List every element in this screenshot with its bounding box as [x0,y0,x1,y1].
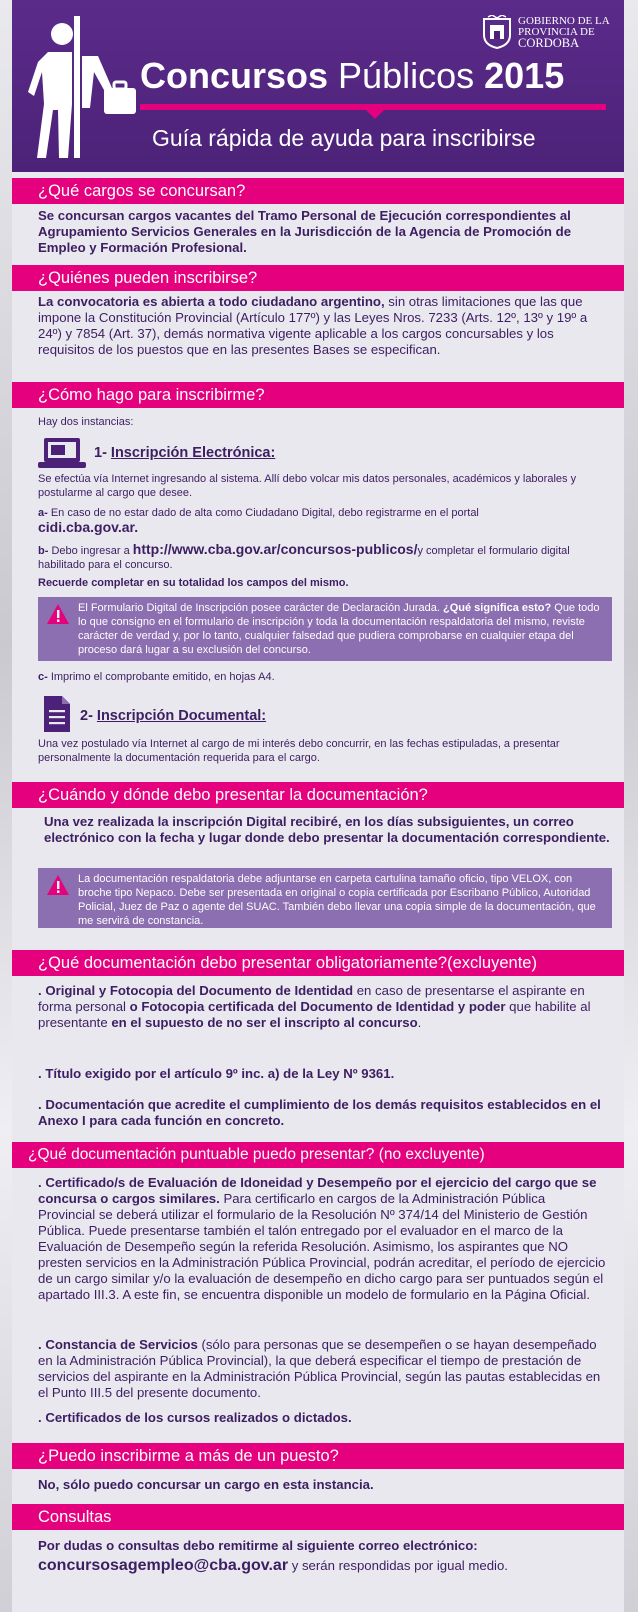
section-heading-puntuable: ¿Qué documentación puntuable puedo presentar? (no excluyente) [12,1142,624,1168]
warning-icon [46,603,70,625]
electronica-text: Se efectúa vía Internet ingresando al sistema. Allí debo volcar mis datos personales, académicos y laborales y postularme al cargo que desee. [38,473,577,499]
title-regular: Públicos [328,55,485,96]
consultas-email-line [38,1558,606,1574]
warning-rest: Que todo lo que consigno en el formulario de inscripción y toda la documentación respaldatoria del mismo, reviste carácter de verdad y, por lo tanto, cualquier falsedad que pudiera comprobarse en cualquier etapa del proceso dará lugar a su exclusión del concurso. [78,602,600,656]
background-right [624,0,638,1612]
step-a [38,506,606,536]
step-a-label: a- [38,507,48,519]
puntuable-item-1 [38,1175,606,1303]
section-heading-como: ¿Cómo hago para inscribirme? [12,382,624,408]
traveler-figure-icon [28,12,138,162]
infographic [12,0,624,1612]
government-logo [482,12,612,52]
cuando-text: Una vez realizada la inscripción Digital recibiré, en los días subsiguientes, un correo electrónico con la fecha y lugar donde debo presentar la documentación correspondiente. [44,814,610,845]
section-heading-consultas: Consultas [12,1504,624,1530]
cidi-link[interactable]: cidi.cba.gov.ar. [38,519,139,535]
laptop-icon [38,436,86,470]
consultas-text: Por dudas o consultas debo remitirme al siguiente correo electrónico: [38,1538,478,1553]
electronica-heading [94,445,275,461]
cargos-text: Se concursan cargos vacantes del Tramo Personal de Ejecución correspondientes al Agrupamiento Servicios Generales en la Jurisdicción de la Agencia de Promoción de Empleo y Formación Profesional. [38,208,572,255]
puntuable-item1-text: Para certificarlo en cargos de la Administración Pública Provincial se deberá utilizar el formulario de la Resolución Nº 374/14 del Ministerio de Gestión Pública. Puede presentarse también el talón entregado por el evaluador en el marco de la Evaluación de Desempeño según la referida Resolución. Asimismo, los aspirantes que NO presten servicios en la Administración Pública Provincial, podrán acreditar, el período de ejercicio de un cargo similar y/o la evaluación de desempeño en dicho cargo para ser puntuados según el apartado III.3. A este fin, se encuentra disponible un modelo de formulario en la Página Oficial. [38,1191,606,1302]
page-title [140,56,610,96]
documental-text: Una vez postulado vía Internet al cargo de mi interés debo concurrir, en las fechas estipuladas, a presentar personalmente la documentación requerida para el cargo. [38,738,560,764]
obligatoria-item-1 [38,983,606,1031]
title-bold: Concursos [140,55,329,96]
section-heading-cuando: ¿Cuándo y dónde debo presentar la documentación? [12,782,624,808]
step-b [38,542,606,572]
puntuable-item-3: . Certificados de los cursos realizados o dictados. [38,1410,352,1425]
item1-bold-2: o Fotocopia certificada del Documento de Identidad y poder [129,999,506,1014]
header [12,0,624,172]
section-heading-mas-puesto: ¿Puedo inscribirme a más de un puesto? [12,1443,624,1469]
puntuable-item2-text: (sólo para personas que se desempeñen o se hayan desempeñado en la Administración Pública Provincial), la que deberá especificar el tiempo de prestación de servicios del aspirante en la Administración Pública Provincial, según las pautas establecidas en el Punto III.5 del presente documento. [38,1337,601,1400]
electronica-title: Inscripción Electrónica: [110,445,276,461]
warning-question: ¿Qué significa esto? [443,602,552,614]
gov-line-1: GOBIERNO DE LA [518,14,610,27]
step-c [38,670,606,684]
step-b-label: b- [38,545,49,557]
section-heading-cargos: ¿Qué cargos se concursan? [12,178,624,204]
gov-line-3: CORDOBA [518,35,580,50]
obligatoria-item-2: . Título exigido por el artículo 9º inc. a) de la Ley Nº 9361. [38,1066,395,1081]
quienes-text [38,294,606,358]
puntuable-item-2 [38,1337,606,1401]
documental-number: 2- [80,708,97,724]
step-a-text: En caso de no estar dado de alta como Ciudadano Digital, debo registrarme en el portal [47,507,479,519]
item1-text-1: en caso de presentarse el aspirante en forma personal [38,983,585,1014]
documental-title: Inscripción Documental: [96,708,267,724]
concursos-link[interactable]: http://www.cba.gov.ar/concursos-publicos/ [132,541,418,557]
step-c-label: c- [38,671,48,683]
background-left [0,0,12,1612]
warning-documentacion-text: La documentación respaldatoria debe adjuntarse en carpeta cartulina tamaño oficio, tipo VELOX, con broche tipo Nepaco. Debe ser presentada en original o copia certificada por Escribano Público, Autoridad Policial, Juez de Paz o agente del SUAC. También debo llevar una copia simple de la documentación, que me servirá de constancia. [78,873,596,927]
province-seal-icon [482,15,512,49]
contact-email-link[interactable]: concursosagempleo@cba.gov.ar [38,1557,289,1574]
document-icon [38,696,74,732]
section-heading-obligatoria: ¿Qué documentación debo presentar obligatoriamente?(excluyente) [12,950,624,976]
consultas-rest: y serán respondidas por igual medio. [288,1558,508,1573]
page-subtitle: Guía rápida de ayuda para inscribirse [152,125,536,151]
government-name [518,16,610,49]
reminder-text: Recuerde completar en su totalidad los campos del mismo. [38,577,349,589]
puntuable-item2-bold: . Constancia de Servicios [38,1337,198,1352]
documental-heading [80,708,266,724]
title-year: 2015 [484,55,565,96]
title-notch [366,110,384,119]
electronica-number: 1- [94,445,111,461]
warning-icon [46,874,70,896]
item1-text-2: que habilite al presentante [38,999,591,1030]
step-b-text-2: y completar el formulario digital habilitado para el concurso. [38,545,570,571]
step-b-text: Debo ingresar a [48,545,133,557]
obligatoria-item-3: . Documentación que acredite el cumplimiento de los demás requisitos establecidos en el Anexo I para cada función en concreto. [38,1097,601,1128]
warning-documentacion [38,868,612,928]
item1-bold-1: . Original y Fotocopia del Documento de Identidad [38,983,354,998]
quienes-rest: sin otras limitaciones que las que impone la Constitución Provincial (Artículo 177º) y las Leyes Nros. 7233 (Arts. 12º, 13º y 19º a 24º) y 7854 (Art. 37), demás normativa vigente aplicable a los cargos concursables y los requisitos de los puestos que en las presentes Bases se especifican. [38,294,588,357]
item1-text-3: . [417,1015,422,1030]
quienes-bold: La convocatoria es abierta a todo ciudadano argentino, [38,294,385,309]
warning-declaracion [38,597,612,661]
section-heading-quienes: ¿Quiénes pueden inscribirse? [12,265,624,291]
warning-text: El Formulario Digital de Inscripción posee carácter de Declaración Jurada. [78,602,444,614]
mas-puesto-text: No, sólo puedo concursar un cargo en esta instancia. [38,1477,374,1492]
item1-bold-3: en el supuesto de no ser el inscripto al concurso [111,1015,418,1030]
puntuable-item1-bold: . Certificado/s de Evaluación de Idoneidad y Desempeño por el ejercicio del cargo que se concursa o cargos similares. [38,1175,597,1206]
gov-line-2: PROVINCIA DE [518,25,595,38]
step-c-text: Imprimo el comprobante emitido, en hojas A4. [47,671,275,683]
instancias-intro: Hay dos instancias: [38,416,134,428]
